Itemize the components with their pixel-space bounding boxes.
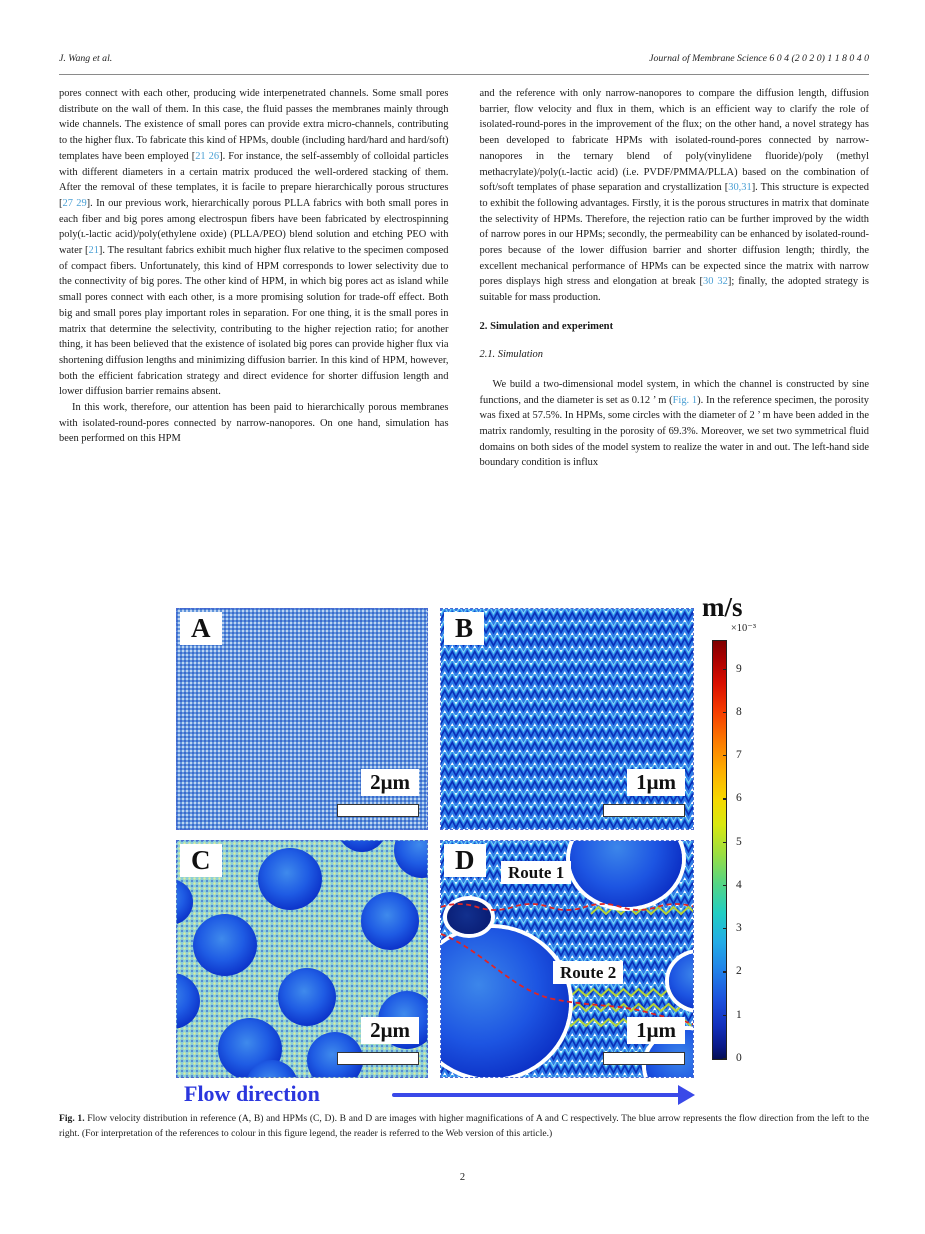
colorbar-tick-label: 7 — [736, 749, 742, 762]
citation-link[interactable]: 21 26 — [195, 150, 220, 162]
route-1-label: Route 1 — [501, 861, 571, 884]
flow-direction-label: Flow direction — [184, 1081, 320, 1106]
figure-panel-a — [176, 608, 428, 830]
route-2-label: Route 2 — [553, 961, 623, 984]
colorbar — [694, 592, 758, 1070]
header-authors: J. Wang et al. — [59, 53, 113, 64]
citation-link[interactable]: , — [738, 182, 742, 194]
round-pore — [193, 914, 257, 976]
paragraph — [59, 400, 449, 447]
scale-bar-d — [603, 1052, 685, 1065]
text-segment: Flow velocity distribution in reference (A, B) and HPMs (C, D). B and D are images with higher magnifications of A and C respectively. The blue arrow represents the flow direction from the left to the right. (For interpretation of the references to colour in this figure legend, the reader is referred to the Web version of this article.) — [59, 1113, 869, 1139]
section-heading: 2. Simulation and experiment — [479, 320, 614, 332]
flow-arrow-head-icon — [678, 1085, 695, 1105]
text-segment: ). In the reference specimen, the porosity was fixed at 57.5%. In HPMs, some circles with the diameter of 2 ’ m have been added in the matrix randomly, resulting in the porosity of 69.3%. Moreover, we set two symmetrical fluid domains on both sides of the model system to realize the water in and out. The left-hand side boundary condition is influx — [479, 394, 869, 469]
colorbar-tick-mark — [723, 1058, 727, 1059]
text-segment: Fig. 1. — [59, 1113, 85, 1124]
colorbar-ticks — [712, 640, 758, 1064]
round-pore — [176, 973, 200, 1029]
scale-bar-label-b: 1μm — [627, 769, 685, 796]
colorbar-tick-label: 1 — [736, 1008, 742, 1021]
figure-panel-d — [440, 840, 694, 1078]
scale-bar-label-d: 1μm — [627, 1017, 685, 1044]
scale-bar-a — [337, 804, 419, 817]
colorbar-tick-label: 3 — [736, 922, 742, 935]
citation-link[interactable]: Fig. 1 — [672, 394, 698, 406]
round-pore — [258, 848, 322, 910]
colorbar-tick-mark — [723, 1015, 727, 1016]
round-pore — [394, 840, 428, 878]
colorbar-tick-mark — [723, 928, 727, 929]
citation-link[interactable]: 30 32 — [703, 276, 728, 288]
text-segment: In this work, therefore, our attention has been paid to hierarchically porous membranes with isolated-round-pores connected by narrow-nanopores. On one hand, simulation has been performed on this HPM — [59, 402, 449, 445]
colorbar-tick-mark — [723, 842, 727, 843]
text-segment: ]; finally, the adopted strategy is suitable for mass production. — [479, 276, 869, 304]
text-segment: ]. The resultant fabrics exhibit much higher flux relative to the specimen composed of compact fibers. Unfortunately, this kind of HPM corresponds to lower selectivity due to the connectivity of big pores. The other kind of HPM, in which big pores act as island while small pores connect with each other, is a more promising solution for trade-off effect. Both big and small pores play important roles in separation. For one thing, it is the small pores in matrix that determine the selectivity, contributing to the higher rejection ratio; for another thing, it has been believed that the existence of isolated big pores can provide higher flux via shortening diffusion lengths and minimizing diffusion barrier. In this kind of HPM, however, both the efficient fabrication strategy and direct evidence for shorter diffusion length and lower diffusion barrier remains absent. — [59, 245, 449, 398]
colorbar-tick-label: 8 — [736, 705, 742, 718]
page-number: 2 — [459, 1172, 466, 1183]
right-column — [480, 86, 870, 471]
flow-arrow-line — [392, 1093, 680, 1097]
subsection-heading: 2.1. Simulation — [479, 348, 543, 360]
figure-panel-b — [440, 608, 694, 830]
header-rule — [59, 74, 869, 75]
text-segment: ]. This structure is expected to exhibit the following advantages. Firstly, it is the porous structures in matrix that dominate the selectivity of HPMs. Therefore, the rejection ratio can be further improved by the width of narrow pores in our HPMs; secondly, the permeability can be enhanced by isolated-round-pores because of the lower diffusion barrier and shorter diffusion length; thirdly, the excellent mechanical performance of HPMs can be expected since the matrix with narrow pores displays high stress and elongation at break [ — [479, 182, 870, 288]
panel-label-a: A — [180, 612, 222, 645]
text-segment: ]. For instance, the self-assembly of colloidal particles with different diameters in a certain matrix produced the well-ordered stacking of them. After the removal of these templates, it is facile to prepare hierarchically porous structures [ — [59, 150, 449, 209]
left-column — [59, 86, 449, 471]
colorbar-unit-label: m/s — [702, 592, 743, 622]
scale-bar-b — [603, 804, 685, 817]
round-pore — [278, 968, 336, 1026]
citation-link[interactable]: 27 29 — [62, 197, 87, 209]
dark-matrix-patch — [447, 900, 491, 934]
colorbar-tick-mark — [723, 798, 727, 799]
round-pore — [361, 892, 419, 950]
colorbar-tick-label: 2 — [736, 965, 742, 978]
colorbar-multiplier-label: ×10⁻³ — [730, 623, 756, 634]
header-journal: Journal of Membrane Science 6 0 4 (2 0 2 0) 1 1 8 0 4 0 — [649, 53, 869, 64]
figure-1 — [176, 592, 756, 1112]
paragraph — [480, 86, 870, 306]
citation-link[interactable]: 31 — [741, 182, 752, 194]
paragraph — [480, 377, 870, 471]
colorbar-tick-mark — [723, 885, 727, 886]
page-header — [59, 53, 869, 64]
citation-link[interactable]: 21 — [88, 245, 99, 257]
panel-label-b: B — [444, 612, 484, 645]
colorbar-tick-label: 5 — [736, 835, 742, 848]
figure-caption — [59, 1112, 869, 1141]
colorbar-tick-label: 0 — [736, 1051, 742, 1064]
scale-bar-label-c: 2μm — [361, 1017, 419, 1044]
colorbar-tick-label: 6 — [736, 792, 742, 805]
text-segment: pores connect with each other, producing wide interpenetrated channels. Some small pores distribute on the wall of them. In this case, the fluid passes the membranes mainly through wide channels. The existence of small pores can provide extra micro-channels, contributing to the higher flux. To fabricate this kind of HPMs, double (including hard/hard and hard/soft) templates have been employed [ — [59, 88, 449, 162]
colorbar-tick-mark — [723, 971, 727, 972]
body-columns — [59, 86, 869, 471]
text-segment: and the reference with only narrow-nanopores to compare the diffusion length, diffusion barrier, flow velocity and flux in them, which is an efficient way to clarify the role of isolated-round-pores in the improvement of the flux; on the other hand, a novel strategy has been developed to fabricate HPMs with isolated-round-pores connected by narrow-nanopores in the ternary blend of poly(vinylidene fluoride)/poly (methyl methacrylate)/poly(ʟ-lactic acid) (i.e. PVDF/PMMA/PLLA) based on the combination of soft/soft templates of phase separation and crystallization [ — [479, 88, 869, 194]
figure-panel-c — [176, 840, 428, 1078]
colorbar-tick-label: 9 — [736, 662, 742, 675]
colorbar-tick-mark — [723, 755, 727, 756]
panel-label-c: C — [180, 844, 222, 877]
colorbar-tick-mark — [723, 712, 727, 713]
paragraph — [59, 86, 449, 400]
scale-bar-label-a: 2μm — [361, 769, 419, 796]
colorbar-tick-label: 4 — [736, 878, 742, 891]
colorbar-tick-mark — [723, 669, 727, 670]
round-pore — [337, 840, 387, 852]
scale-bar-c — [337, 1052, 419, 1065]
panel-label-d: D — [444, 844, 486, 877]
text-segment: We build a two-dimensional model system, in which the channel is constructed by sine functions, and the diameter is set as 0.12 ’ m ( — [479, 378, 869, 406]
text-segment: ]. In our previous work, hierarchically porous PLLA fabrics with both small pores in each fiber and big pores among electrospun fibers have been fabricated by electrospinning poly(ʟ-lactic acid)/poly(ethylene oxide) (PLLA/PEO) blend solution and etching PEO with water [ — [59, 197, 449, 257]
round-pore — [176, 879, 193, 925]
flow-direction-row — [176, 1081, 756, 1111]
citation-link[interactable]: 30 — [728, 182, 739, 194]
